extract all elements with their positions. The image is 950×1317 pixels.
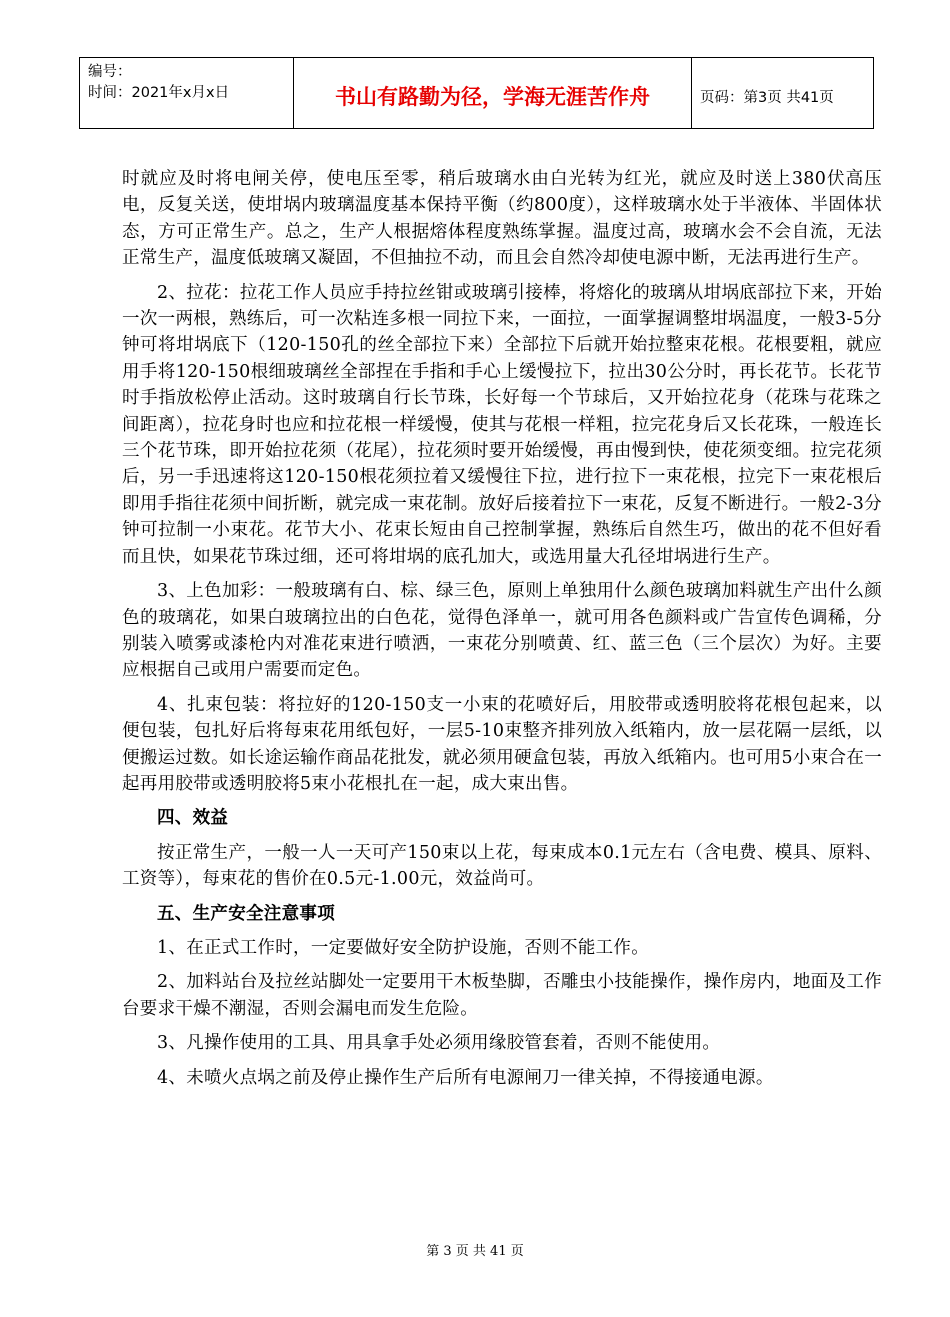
- section-heading: 五、生产安全注意事项: [157, 903, 335, 924]
- body-paragraph: 时就应及时将电闸关停，使电压至零，稍后玻璃水由白光转为红光，就应及时送上380伏高压电，反复关送，使坩埚内玻璃温度基本保持平衡（约800度），这样玻璃水处于半液体、半固体状态，方可正常生产。总之，生产人根据熔体程度熟练掌握。温度过高，玻璃水会不会自流，无法正常生产，温度低玻璃又凝固，不但抽拉不动，而且会自然冷却使电源中断，无法再进行生产。: [122, 169, 882, 269]
- body-paragraph: 4、扎束包装：将拉好的120-150支一小束的花喷好后，用胶带或透明胶将花根包起来，以便包装，包扎好后将每束花用纸包好，一层5-10束整齐排列放入纸箱内，放一层花隔一层纸，以便搬运过数。如长途运输作商品花批发，就必须用硬盒包装，再放入纸箱内。也可用5小束合在一起再用胶带或透明胶将5束小花根扎在一起，成大束出售。: [122, 694, 882, 794]
- body-paragraph: 按正常生产，一般一人一天可产150束以上花，每束成本0.1元左右（含电费、模具、原料、工资等），每束花的售价在0.5元-1.00元，效益尚可。: [122, 842, 882, 890]
- page-footer: 第 3 页 共 41 页: [426, 1244, 524, 1259]
- section-heading: 四、效益: [157, 808, 229, 829]
- body-paragraph: 4、未喷火点埚之前及停止操作生产后所有电源闸刀一律关掉，不得接通电源。: [157, 1067, 774, 1088]
- document-time-label: 时间：2021年x月x日: [88, 85, 230, 101]
- header-motto: 书山有路勤为径，学海无涯苦作舟: [294, 58, 692, 128]
- document-number-label: 编号：: [88, 64, 132, 80]
- body-paragraph: 1、在正式工作时，一定要做好安全防护设施，否则不能工作。: [157, 937, 650, 958]
- document-body: [122, 166, 882, 1099]
- header-table: [79, 57, 874, 129]
- body-paragraph: 3、凡操作使用的工具、用具拿手处必须用缘胶管套着，否则不能使用。: [157, 1033, 721, 1054]
- body-paragraph: 2、拉花：拉花工作人员应手持拉丝钳或玻璃引接棒，将熔化的玻璃从坩埚底部拉下来，开始一次一两根，熟练后，可一次粘连多根一同拉下来，一面拉，一面掌握调整坩埚温度，一般3-5分钟可将坩埚底下（120-150孔的丝全部拉下来）全部拉下后就开始拉整束花根。花根要粗，就应用手将120-150根细玻璃丝全部捏在手指和手心上缓慢拉下，拉出30公分时，再长花节。长花节时手指放松停止活动。这时玻璃自行长节珠，长好每一个节球后，又开始拉花身（花珠与花珠之间距离），拉花身时也应和拉花根一样缓慢，使其与花根一样粗，拉完花身后又长花珠，一般连长三个花节珠，即开始拉花须（花尾），拉花须时要开始缓慢，再由慢到快，使花须变细。拉完花须后，另一手迅速将这120-150根花须拉着又缓慢往下拉，进行拉下一束花根，拉完下一束花根后即用手指往花须中间折断，就完成一束花制。放好后接着拉下一束花，反复不断进行。一般2-3分钟可拉制一小束花。花节大小、花束长短由自己控制掌握，熟练后自然生巧，做出的花不但好看而且快，如果花节珠过细，还可将坩埚的底孔加大，或选用量大孔径坩埚进行生产。: [122, 282, 882, 567]
- body-paragraph: 2、加料站台及拉丝站脚处一定要用干木板垫脚，否雕虫小技能操作，操作房内，地面及工作台要求干燥不潮湿，否则会漏电而发生危险。: [122, 972, 882, 1019]
- header-page-info: 页码：第3页 共41页: [700, 89, 834, 106]
- body-paragraph: 3、上色加彩：一般玻璃有白、棕、绿三色，原则上单独用什么颜色玻璃加料就生产出什么颜色的玻璃花，如果白玻璃拉出的白色花，觉得色泽单一，就可用各色颜料或广告宣传色调稀，分别装入喷雾或漆枪内对准花束进行喷洒，一束花分别喷黄、红、蓝三色（三个层次）为好。主要应根据自己或用户需要而定色。: [122, 581, 882, 681]
- header-meta-cell: [80, 58, 294, 128]
